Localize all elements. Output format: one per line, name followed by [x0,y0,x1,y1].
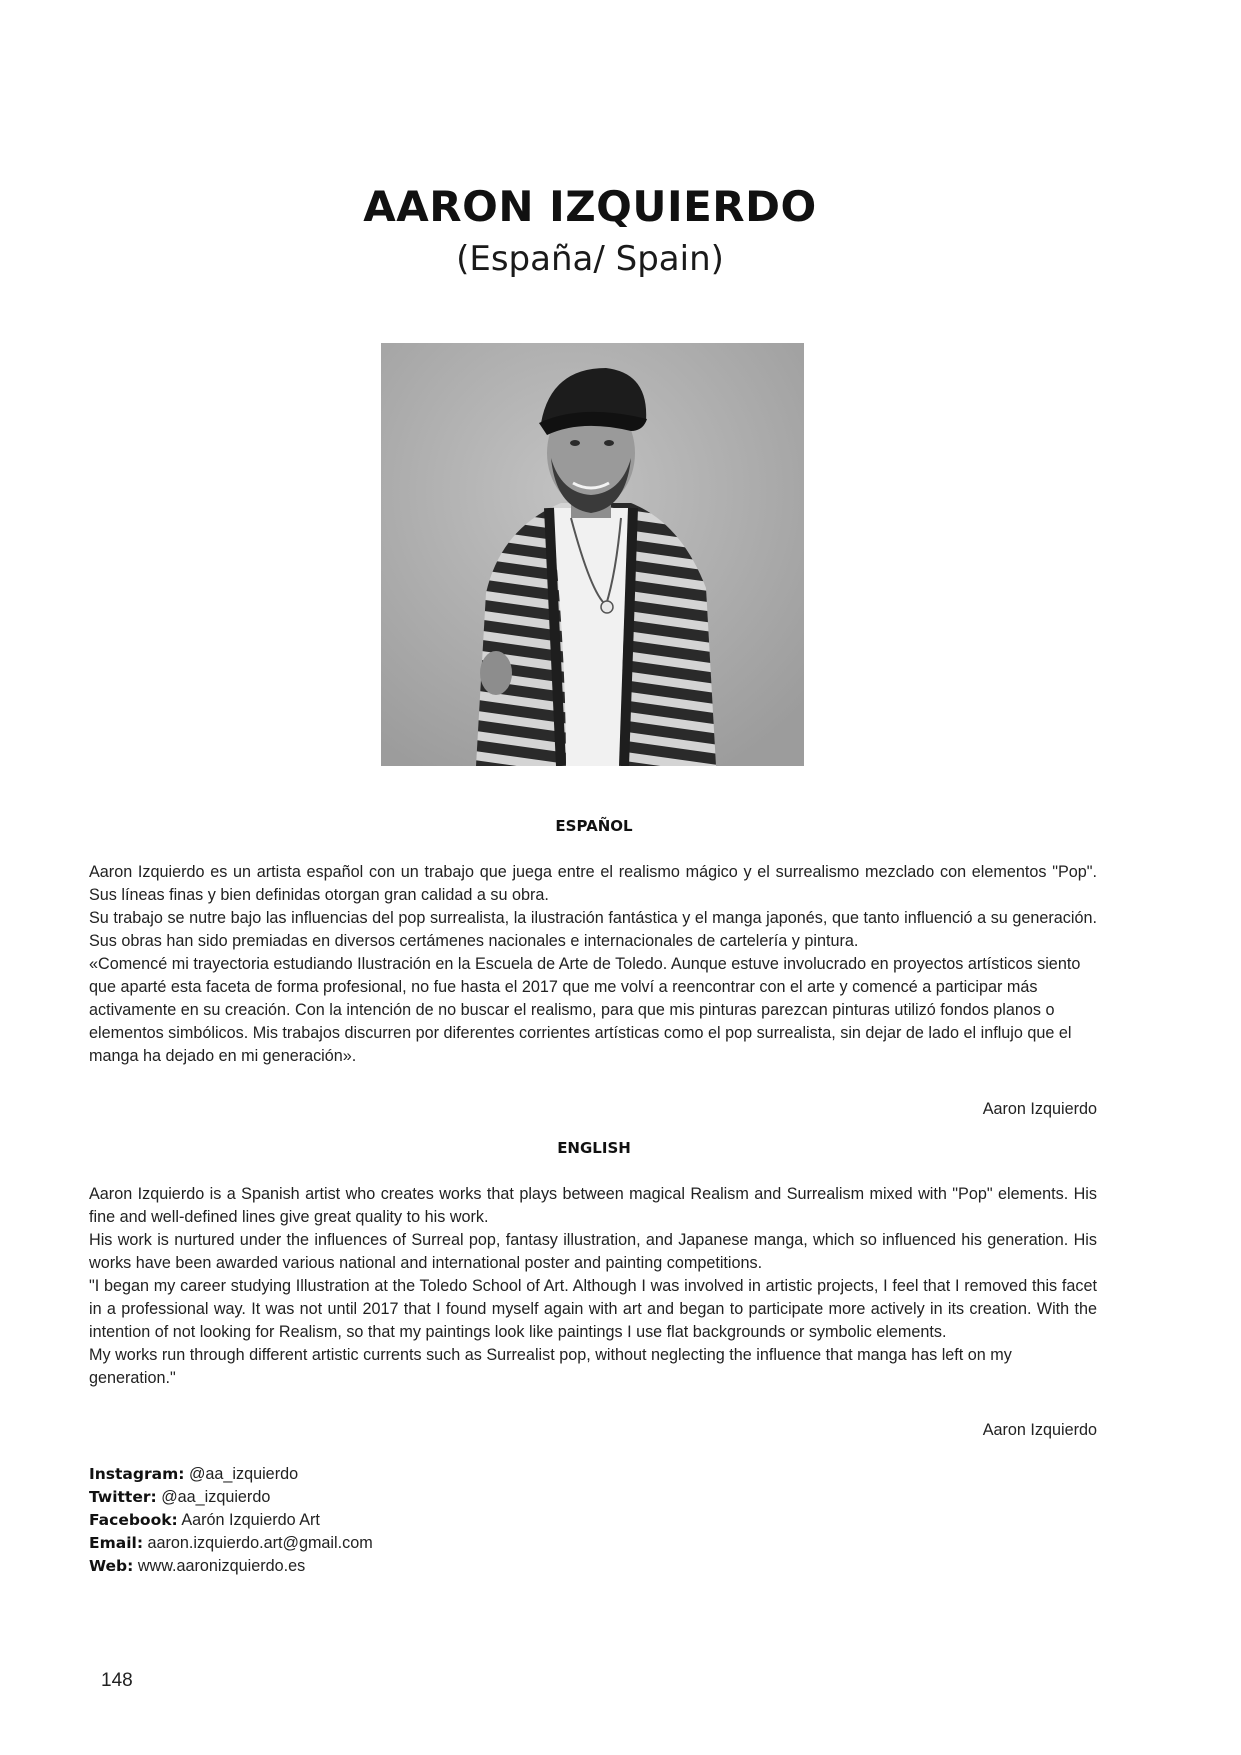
web-label: Web: [89,1557,134,1575]
spanish-section-heading: ESPAÑOL [555,817,633,835]
spanish-paragraph-1: Aaron Izquierdo es un artista español con un trabajo que juega entre el realismo mágico y el surrealismo mezclado con elementos "Pop". Sus líneas finas y bien definidas otorgan gran calidad a su obra. [89,863,1097,904]
contact-web [89,1555,373,1578]
english-paragraph-1: Aaron Izquierdo is a Spanish artist who creates works that plays between magical Realism and Surrealism mixed with "Pop" elements. His fine and well-defined lines give great quality to his work. [89,1185,1097,1226]
facebook-page: Aarón Izquierdo Art [181,1511,320,1529]
contact-list [89,1463,373,1578]
email-address: aaron.izquierdo.art@gmail.com [147,1534,373,1552]
contact-instagram [89,1463,373,1486]
english-paragraph-2: His work is nurtured under the influences of Surreal pop, fantasy illustration, and Japanese manga, which so influenced his generation. His works have been awarded various national and international poster and painting competitions. [89,1231,1097,1272]
twitter-label: Twitter: [89,1488,157,1506]
artist-portrait-photo [381,343,804,766]
spanish-paragraph-3: «Comencé mi trayectoria estudiando Ilustración en la Escuela de Arte de Toledo. Aunque estuve involucrado en proyectos artísticos siento que aparté esta faceta de forma profesional, no fue hasta el 2017 que me volví a reencontrar con el arte y comencé a participar más activamente en su creación. Con la intención de no buscar el realismo, para que mis pinturas parezcan pinturas utilizó fondos planos o elementos simbólicos. Mis trabajos discurren por diferentes corrientes artísticas como el pop surrealista, sin dejar de lado el influjo que el manga ha dejado en mi generación». [89,955,1081,1065]
english-paragraph-4: My works run through different artistic currents such as Surrealist pop, without neglecting the influence that manga has left on my generation." [89,1346,1012,1387]
spanish-signature: Aaron Izquierdo [982,1100,1097,1118]
english-paragraph-3: "I began my career studying Illustration at the Toledo School of Art. Although I was involved in artistic projects, I feel that I removed this facet in a professional way. It was not until 2017 that I found myself again with art and began to participate more actively in its creation. With the intention of not looking for Realism, so that my paintings look like paintings I use flat backgrounds or symbolic elements. [89,1277,1097,1341]
instagram-label: Instagram: [89,1465,185,1483]
email-label: Email: [89,1534,144,1552]
page-number: 148 [101,1670,133,1691]
english-section-heading: ENGLISH [557,1139,631,1157]
spanish-bio-text [89,861,1097,1068]
instagram-handle: @aa_izquierdo [188,1465,299,1483]
artist-name-title: AARON IZQUIERDO [363,182,817,231]
facebook-label: Facebook: [89,1511,178,1529]
portrait-photo-icon [381,343,804,766]
artist-country-subtitle: (España/ Spain) [456,239,724,279]
contact-facebook [89,1509,373,1532]
english-signature: Aaron Izquierdo [982,1421,1097,1439]
web-url: www.aaronizquierdo.es [137,1557,306,1575]
contact-twitter [89,1486,373,1509]
spanish-paragraph-2: Su trabajo se nutre bajo las influencias del pop surrealista, la ilustración fantástica y el manga japonés, que tanto influenció a su generación. Sus obras han sido premiadas en diversos certámenes nacionales e internacionales de cartelería y pintura. [89,909,1097,950]
contact-email [89,1532,373,1555]
twitter-handle: @aa_izquierdo [161,1488,271,1506]
english-bio-text [89,1183,1097,1390]
